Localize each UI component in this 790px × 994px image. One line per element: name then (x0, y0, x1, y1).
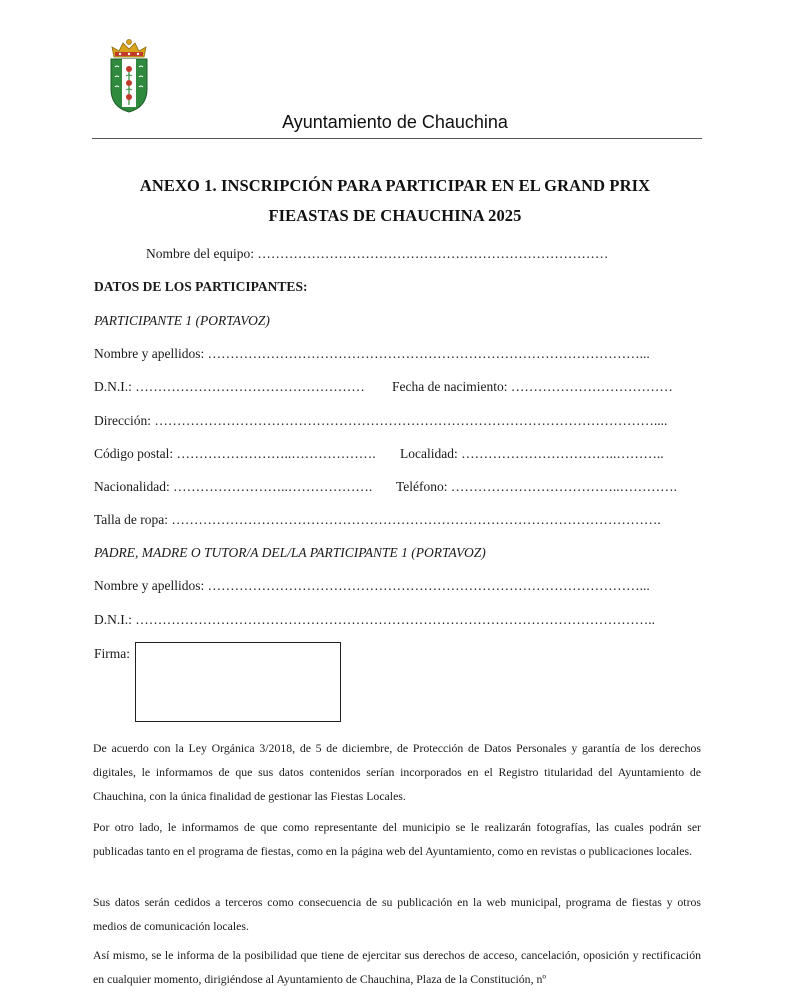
participants-section-heading: DATOS DE LOS PARTICIPANTES: (94, 279, 308, 294)
phone-field[interactable]: Teléfono: ………………………………..…………. (396, 479, 678, 494)
participant-1-heading: PARTICIPANTE 1 (PORTAVOZ) (94, 313, 270, 328)
document-title-line-1: ANEXO 1. INSCRIPCIÓN PARA PARTICIPAR EN EL GRAND PRIX (139, 176, 651, 195)
legal-paragraph-3: Sus datos serán cedidos a terceros como consecuencia de su publicación en la web municipal, programa de fiestas y otros medios de comunicación locales. (93, 895, 701, 933)
signature-box[interactable] (135, 642, 341, 722)
document-title-line-2: FIEASTAS DE CHAUCHINA 2025 (268, 206, 522, 225)
dni-field[interactable]: D.N.I.: …………………………………………… (94, 379, 365, 394)
full-name-field[interactable]: Nombre y apellidos: ……………………………………………………………………………………... (94, 346, 650, 361)
legal-paragraph-4: Así mismo, se le informa de la posibilidad que tiene de ejercitar sus derechos de acceso, cancelación, oposición y rectificación en cualquier momento, dirigiéndose al Ayuntamiento de Chauchina, Plaza de la Constitución, nº (93, 948, 701, 986)
birth-date-field[interactable]: Fecha de nacimiento: ……………………………… (392, 379, 673, 394)
header-divider (92, 138, 702, 139)
legal-paragraph-1: De acuerdo con la Ley Orgánica 3/2018, de 5 de diciembre, de Protección de Datos Personales y garantía de los derechos digitales, le informamos de que sus datos contenidos serían incorporados en el Registro titularidad del Ayuntamiento de Chauchina, con la única finalidad de gestionar las Fiestas Locales. (93, 741, 701, 803)
team-name-field[interactable]: Nombre del equipo: …………………………………………………………………… (146, 246, 609, 261)
nationality-field[interactable]: Nacionalidad: ……………………..………………. (94, 479, 373, 494)
guardian-dni-field[interactable]: D.N.I.: …………………………………………………………………………………………………….. (94, 612, 655, 627)
address-field[interactable]: Dirección: ………………………………………………………………………………………………….... (94, 413, 668, 428)
locality-field[interactable]: Localidad: ……………………………..……….. (400, 446, 664, 461)
organization-name: Ayuntamiento de Chauchina (282, 112, 508, 132)
guardian-heading: PADRE, MADRE O TUTOR/A DEL/LA PARTICIPANTE 1 (PORTAVOZ) (94, 545, 486, 560)
legal-paragraph-2: Por otro lado, le informamos de que como representante del municipio se le realizarán fotografías, las cuales podrán ser publicadas tanto en el programa de fiestas, como en la página web del Ayuntamiento, como en revistas o publicaciones locales. (93, 820, 701, 858)
signature-label: Firma: (94, 646, 130, 661)
postal-code-field[interactable]: Código postal: ……………………..………………. (94, 446, 376, 461)
municipal-crest-logo (106, 37, 152, 113)
clothing-size-field[interactable]: Talla de ropa: ………………………………………………………………………………………………. (94, 512, 661, 527)
guardian-full-name-field[interactable]: Nombre y apellidos: ……………………………………………………………………………………... (94, 578, 650, 593)
